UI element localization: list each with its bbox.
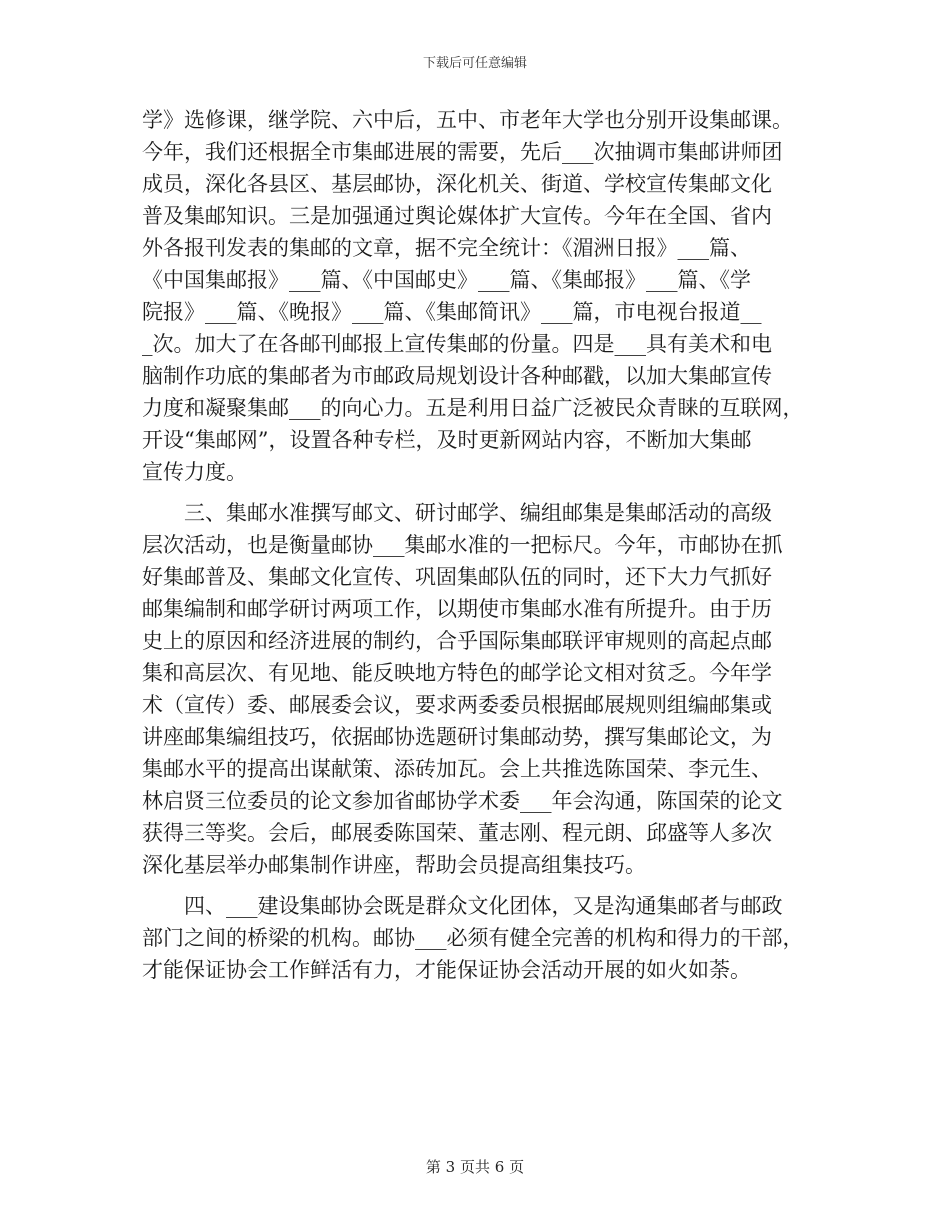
text-line: 四、___建设集邮协会既是群众文化团体，又是沟通集邮者与邮政 <box>142 894 783 918</box>
text-line: 力度和凝聚集邮___的向心力。五是利用日益广泛被民众青睐的互联网， <box>142 396 804 420</box>
text-line: 讲座邮集编组技巧，依据邮协选题研讨集邮动势，撰写集邮论文，为 <box>142 725 772 749</box>
page-footer: 第 3 页共 6 页 <box>425 1158 525 1176</box>
text-line: 成员，深化各县区、基层邮协，深化机关、街道、学校宣传集邮文化 <box>142 172 772 196</box>
text-line: 三、集邮水准撰写邮文、研讨邮学、编组邮集是集邮活动的高级 <box>142 501 772 525</box>
text-line: 史上的原因和经济进展的制约，合乎国际集邮联评审规则的高起点邮 <box>142 629 772 653</box>
body-text <box>142 104 822 986</box>
text-line: 《中国集邮报》___篇、《中国邮史》___篇、《集邮报》___篇、《学 <box>142 268 751 292</box>
text-line: 部门之间的桥梁的机构。邮协___必须有健全完善的机构和得力的干部， <box>142 926 804 950</box>
text-line: 外各报刊发表的集邮的文章，据不完全统计：《湄洲日报》___篇、 <box>142 236 751 260</box>
text-line: 宣传力度。 <box>142 460 247 484</box>
text-line: 获得三等奖。会后，邮展委陈国荣、董志刚、程元朗、邱盛等人多次 <box>142 821 772 845</box>
text-line: 才能保证协会工作鲜活有力，才能保证协会活动开展的如火如荼。 <box>142 958 751 982</box>
text-line: 院报》___篇、《晚报》___篇、《集邮简讯》___篇，市电视台报道__ <box>142 300 762 324</box>
text-line: 脑制作功底的集邮者为市邮政局规划设计各种邮戳，以加大集邮宣传 <box>142 364 772 388</box>
text-line: 开设“集邮网”，设置各种专栏，及时更新网站内容，不断加大集邮 <box>142 428 752 452</box>
text-line: 深化基层举办邮集制作讲座，帮助会员提高组集技巧。 <box>142 853 646 877</box>
text-line: 集和高层次、有见地、能反映地方特色的邮学论文相对贫乏。今年学 <box>142 661 772 685</box>
text-line: 林启贤三位委员的论文参加省邮协学术委___年会沟通，陈国荣的论文 <box>142 789 783 813</box>
text-line: 集邮水平的提高出谋献策、添砖加瓦。会上共推选陈国荣、李元生、 <box>142 757 772 781</box>
text-line: 好集邮普及、集邮文化宣传、巩固集邮队伍的同时，还下大力气抓好 <box>142 565 772 589</box>
page-header: 下载后可任意编辑 <box>422 56 527 71</box>
text-line: _次。加大了在各邮刊邮报上宣传集邮的份量。四是___具有美术和电 <box>142 332 772 356</box>
text-line: 普及集邮知识。三是加强通过舆论媒体扩大宣传。今年在全国、省内 <box>142 204 772 228</box>
text-line: 邮集编制和邮学研讨两项工作，以期使市集邮水准有所提升。由于历 <box>142 597 772 621</box>
text-line: 术（宣传）委、邮展委会议，要求两委委员根据邮展规则组编邮集或 <box>142 693 772 717</box>
text-line: 层次活动，也是衡量邮协___集邮水准的一把标尺。今年，市邮协在抓 <box>142 533 783 557</box>
text-line: 学》选修课，继学院、六中后，五中、市老年大学也分别开设集邮课。 <box>142 108 793 132</box>
text-line: 今年，我们还根据全市集邮进展的需要，先后___次抽调市集邮讲师团 <box>142 140 783 164</box>
